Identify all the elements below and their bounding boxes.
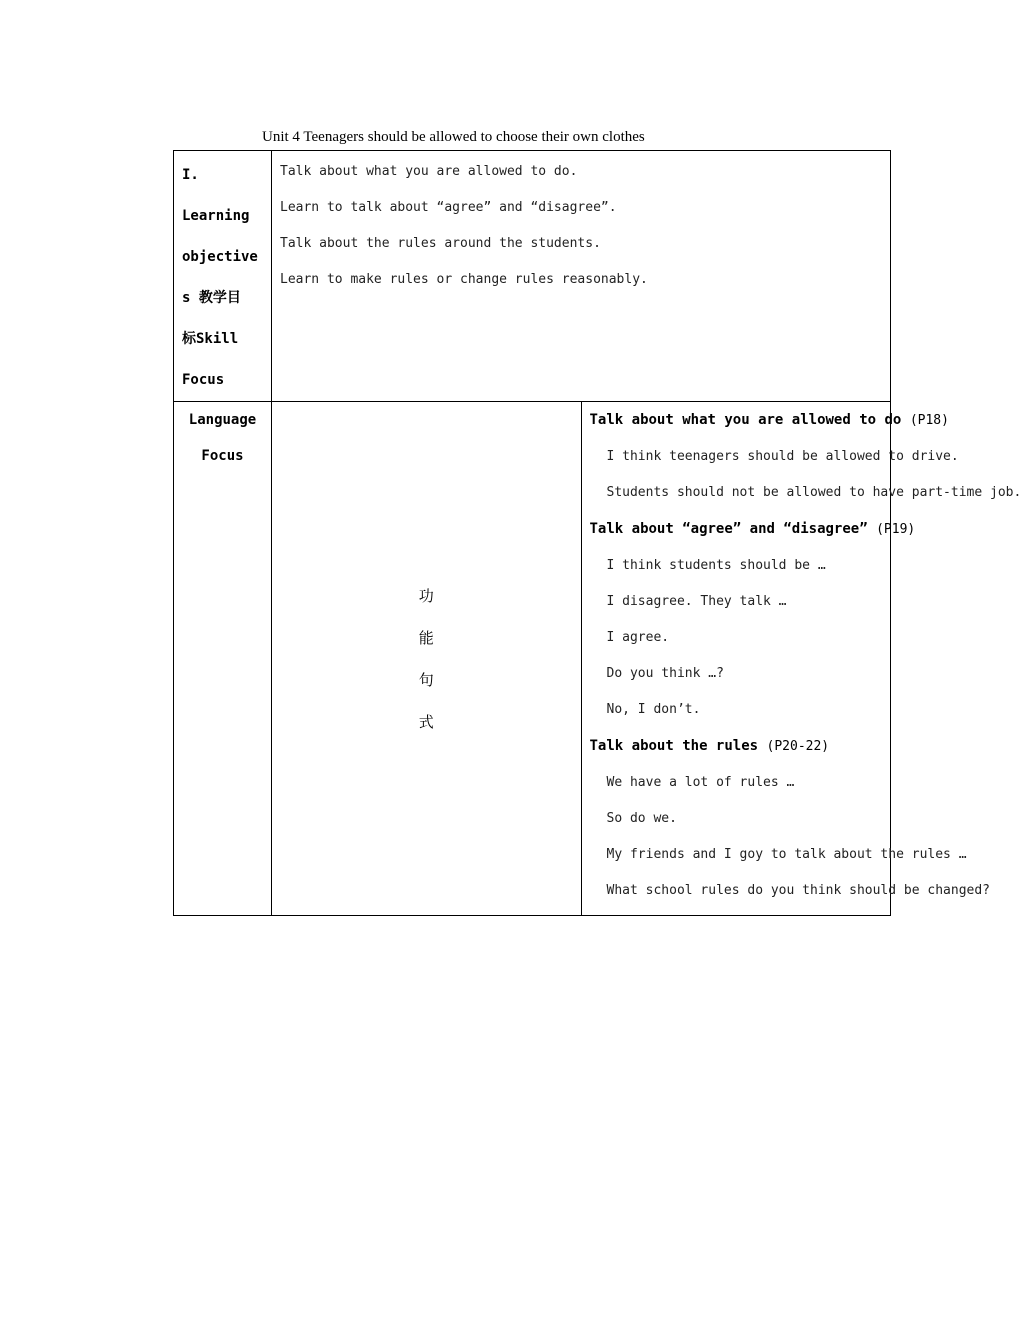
example-sentence: I agree. [606, 630, 670, 645]
objectives-row [174, 151, 891, 402]
function-sentences-label-cell [272, 402, 582, 916]
section-page-ref: (P19) [876, 522, 916, 537]
section-heading-text: Talk about the rules [589, 738, 759, 754]
objectives-label [174, 151, 271, 401]
section-page-ref: (P20-22) [766, 739, 830, 754]
function-label-char: 能 [418, 628, 434, 647]
objectives-list [272, 151, 890, 298]
example-sentence: I think teenagers should be allowed to drive. [606, 449, 959, 464]
section-heading [590, 728, 885, 765]
function-sentences-content-cell [581, 402, 1021, 916]
section-heading-text: Talk about what you are allowed to do [589, 412, 902, 428]
objective-item: Learn to make rules or change rules reasonably. [280, 272, 648, 287]
example-sentence: Students should not be allowed to have part-time job. [606, 485, 1021, 500]
language-focus-label-line: Language [188, 412, 257, 428]
section-heading [589, 402, 949, 439]
language-focus-label-line: Focus [201, 448, 244, 464]
language-focus-row [174, 402, 891, 916]
objective-item: Talk about the rules around the students. [280, 236, 601, 251]
objective-item: Talk about what you are allowed to do. [280, 164, 578, 179]
function-sentences [582, 402, 1021, 915]
function-label-char: 式 [418, 712, 434, 731]
language-focus-label-cell [174, 402, 272, 916]
example-sentence: What school rules do you think should be changed? [606, 883, 991, 898]
lesson-plan-table [173, 150, 1021, 916]
objectives-content-cell [272, 151, 891, 402]
objectives-label-line: I. [182, 167, 199, 183]
example-sentence: My friends and I goy to talk about the rules … [606, 847, 967, 862]
objectives-label-cell [174, 151, 272, 402]
example-sentence: So do we. [606, 811, 677, 826]
example-sentence: I think students should be … [606, 558, 826, 573]
page-title: Unit 4 Teenagers should be allowed to choose their own clothes [262, 129, 645, 145]
objectives-label-line: Focus [182, 372, 225, 388]
objectives-label-line: objective [182, 249, 258, 265]
example-sentence: No, I don’t. [606, 702, 701, 717]
section-heading [589, 511, 916, 548]
section-page-ref: (P18) [909, 413, 949, 428]
example-sentence: I disagree. They talk … [606, 594, 787, 609]
objective-item: Learn to talk about “agree” and “disagree”. [280, 200, 617, 215]
objectives-label-line: 标Skill [182, 331, 239, 347]
example-sentence: We have a lot of rules … [606, 775, 795, 790]
function-label-char: 功 [418, 586, 434, 605]
example-sentence: Do you think …? [606, 666, 724, 681]
section-heading-text: Talk about “agree” and “disagree” [589, 521, 868, 537]
objectives-label-line: Learning [182, 208, 250, 224]
objectives-label-line: s 教学目 [182, 290, 241, 306]
function-label-char: 句 [418, 670, 434, 689]
